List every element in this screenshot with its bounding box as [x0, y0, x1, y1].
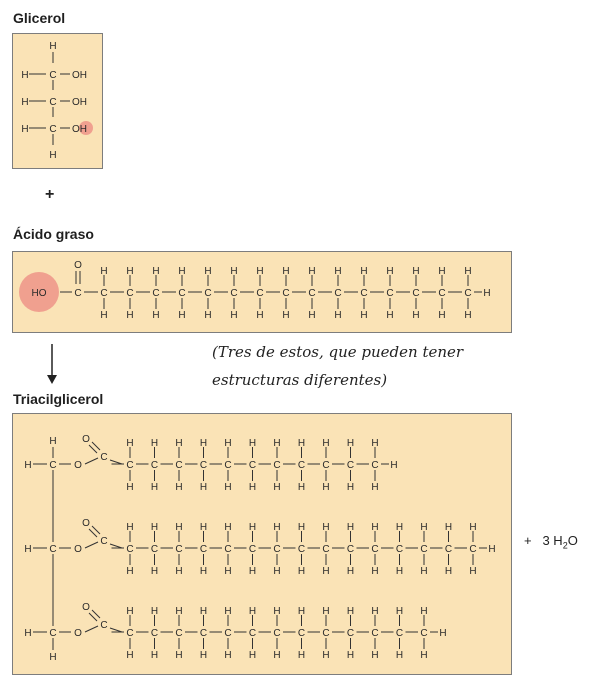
bond-line — [85, 542, 98, 548]
tag-row2-hydrogen-bottom: H — [248, 566, 257, 577]
tag-row1-hydrogen-bottom: H — [248, 482, 257, 493]
tag-row1-carbon: C — [150, 460, 159, 471]
tag-row1-glycerol-c: C — [49, 460, 57, 471]
fatty-acid-hydrogen-bottom: H — [230, 310, 238, 321]
fatty-acid-hydrogen-top: H — [256, 266, 264, 277]
tag-row2-hydrogen-bottom: H — [126, 566, 134, 577]
tag-row1-carbon: C — [273, 460, 281, 471]
tag-row1-chain — [110, 438, 398, 493]
bond-line — [110, 628, 122, 632]
tag-row1-carbon: C — [248, 460, 257, 471]
tag-row3-hydrogen-top: H — [420, 606, 428, 617]
fatty-acid-hydrogen-bottom: H — [308, 310, 316, 321]
tag-row2-hydrogen-bottom: H — [469, 566, 477, 577]
tag-row3-glycerol-c: C — [49, 628, 57, 639]
tag-row2-hydrogen-bottom: H — [175, 566, 183, 577]
tag-row3-hydrogen-top: H — [248, 606, 257, 617]
tag-row2-hydrogen-bottom: H — [346, 566, 355, 577]
water-subscript: 2 — [562, 540, 568, 551]
glycerol-row3-c: C — [49, 124, 57, 135]
fatty-acid-hydrogen-top: H — [334, 266, 342, 277]
tag-row3-carbon: C — [297, 628, 306, 639]
tag-row2-hydrogen-top: H — [273, 522, 281, 533]
fatty-acid-title: Ácido graso — [13, 226, 94, 242]
tag-row3-hydrogen-bottom: H — [420, 650, 428, 661]
fatty-acid-hydrogen-bottom: H — [152, 310, 160, 321]
tag-row1-carbonyl-c: C — [100, 452, 108, 463]
fatty-acid-carbon: C — [256, 288, 264, 299]
fatty-acid-terminal-hydrogen: H — [483, 288, 491, 299]
tag-row3-hydrogen-top: H — [224, 606, 232, 617]
tag-row3-hydrogen-top: H — [395, 606, 404, 617]
tag-backbone-top-h: H — [49, 436, 57, 447]
fatty-acid-hydrogen-top: H — [438, 266, 446, 277]
fatty-acid-carbon: C — [152, 288, 160, 299]
fatty-acid-hydrogen-bottom: H — [438, 310, 446, 321]
tag-row1-hydrogen-top: H — [199, 438, 208, 449]
fatty-acid-hydrogen-bottom: H — [204, 310, 212, 321]
tag-row3-carbonyl-c: C — [100, 620, 108, 631]
tag-backbone-bottom-h: H — [49, 652, 57, 663]
fatty-acid-ho: HO — [31, 288, 47, 299]
tag-row1-carbon: C — [126, 460, 134, 471]
tag-row3-hydrogen-top: H — [322, 606, 330, 617]
fatty-acid-hydrogen-top: H — [178, 266, 186, 277]
fatty-acid-hydrogen-top: H — [360, 266, 368, 277]
tag-row1-hydrogen-bottom: H — [199, 482, 208, 493]
note-line-1: (Tres de estos, que pueden tener — [212, 343, 464, 361]
tag-row3-chain — [110, 606, 447, 661]
tag-row1-hydrogen-bottom: H — [371, 482, 379, 493]
tag-row2-hydrogen-top: H — [248, 522, 257, 533]
fatty-acid-carbon: C — [334, 288, 342, 299]
tag-row2-hydrogen-top: H — [371, 522, 379, 533]
tag-row3-hydrogen-top: H — [297, 606, 306, 617]
fatty-acid-carbon: C — [386, 288, 394, 299]
tag-row3-carbon: C — [126, 628, 134, 639]
tag-row3-hydrogen-bottom: H — [322, 650, 330, 661]
fatty-acid-hydrogen-top: H — [126, 266, 134, 277]
tag-row1-hydrogen-top: H — [126, 438, 134, 449]
water-o: O — [567, 533, 578, 548]
tag-row2-carbon: C — [346, 544, 355, 555]
tag-row2-carbon: C — [322, 544, 330, 555]
tag-row2-carbon: C — [273, 544, 281, 555]
tag-row2-hydrogen-top: H — [199, 522, 208, 533]
fatty-acid-carbon: C — [360, 288, 368, 299]
fatty-acid-carbon: C — [308, 288, 316, 299]
tag-row3-hydrogen-top: H — [273, 606, 281, 617]
tag-row2-carbon: C — [150, 544, 159, 555]
tag-row3-hydrogen-top: H — [126, 606, 134, 617]
tag-row2-hydrogen-top: H — [126, 522, 134, 533]
tag-row2-h: H — [24, 544, 32, 555]
tag-row3-carbon: C — [346, 628, 355, 639]
tag-row3-hydrogen-bottom: H — [224, 650, 232, 661]
tag-row2-hydrogen-top: H — [444, 522, 453, 533]
fatty-acid-carbon: C — [100, 288, 108, 299]
tag-row3-hydrogen-bottom: H — [297, 650, 306, 661]
tag-row1-hydrogen-top: H — [297, 438, 306, 449]
tag-row2-carbon: C — [469, 544, 477, 555]
glycerol-row1-oh: OH — [72, 70, 87, 81]
tag-row2-hydrogen-bottom: H — [371, 566, 379, 577]
tag-row3-carbon: C — [248, 628, 257, 639]
fatty-acid-carbon: C — [438, 288, 446, 299]
fatty-acid-hydrogen-bottom: H — [256, 310, 264, 321]
glycerol-row2-oh: OH — [72, 97, 87, 108]
fatty-acid-hydrogen-bottom: H — [386, 310, 394, 321]
glycerol-row3-h: H — [21, 124, 29, 135]
tag-row2-carbon: C — [444, 544, 453, 555]
tag-row3-hydrogen-bottom: H — [273, 650, 281, 661]
tag-row2-carbon: C — [126, 544, 134, 555]
tag-row1-carbon: C — [199, 460, 208, 471]
tag-row1-carbon: C — [346, 460, 355, 471]
fatty-acid-hydrogen-top: H — [412, 266, 420, 277]
tag-row1-hydrogen-top: H — [248, 438, 257, 449]
fatty-acid-hydrogen-bottom: H — [100, 310, 108, 321]
fatty-acid-carbonyl-o: O — [74, 260, 82, 271]
tag-row1-hydrogen-bottom: H — [322, 482, 330, 493]
fatty-acid-hydrogen-bottom: H — [464, 310, 472, 321]
glycerol-top-h: H — [49, 41, 57, 52]
fatty-acid-carbon: C — [412, 288, 420, 299]
tag-row3-carbon: C — [175, 628, 183, 639]
tag-row2-carbonyl-c: C — [100, 536, 108, 547]
fatty-acid-carbon: C — [282, 288, 290, 299]
tag-row1-hydrogen-bottom: H — [150, 482, 159, 493]
tag-row3-hydrogen-bottom: H — [371, 650, 379, 661]
tag-row2-hydrogen-bottom: H — [444, 566, 453, 577]
tag-row2-hydrogen-bottom: H — [420, 566, 428, 577]
fatty-acid-hydrogen-top: H — [152, 266, 160, 277]
water-coefficient: 3 — [542, 533, 550, 548]
tag-row3-hydrogen-top: H — [150, 606, 159, 617]
tag-row2-hydrogen-top: H — [322, 522, 330, 533]
tag-row3-carbon: C — [273, 628, 281, 639]
tag-row2-hydrogen-top: H — [346, 522, 355, 533]
triacylglycerol-title: Triacilglicerol — [13, 391, 104, 407]
tag-row3-hydrogen-top: H — [346, 606, 355, 617]
tag-row2-carbon: C — [395, 544, 404, 555]
bond-line — [85, 626, 98, 632]
fatty-acid-hydrogen-top: H — [386, 266, 394, 277]
tag-row1-hydrogen-bottom: H — [126, 482, 134, 493]
tag-row2-carbon: C — [175, 544, 183, 555]
tag-row3-hydrogen-bottom: H — [346, 650, 355, 661]
tag-row1-carbon: C — [175, 460, 183, 471]
glycerol-row1-h: H — [21, 70, 29, 81]
tag-row1-carbon: C — [322, 460, 330, 471]
tag-row3-hydrogen-bottom: H — [150, 650, 159, 661]
tag-row2-carbon: C — [224, 544, 232, 555]
tag-row1-hydrogen-bottom: H — [346, 482, 355, 493]
tag-row2-glycerol-c: C — [49, 544, 57, 555]
glycerol-bottom-h: H — [49, 150, 57, 161]
tag-row2-carbon: C — [420, 544, 428, 555]
tag-row3-hydrogen-top: H — [371, 606, 379, 617]
fatty-acid-hydrogen-top: H — [464, 266, 472, 277]
tag-row1-h: H — [24, 460, 32, 471]
tag-row2-terminal-hydrogen: H — [488, 544, 496, 555]
tag-row1-carbon: C — [371, 460, 379, 471]
tag-row2-hydrogen-bottom: H — [150, 566, 159, 577]
tag-row2-carbon: C — [297, 544, 306, 555]
tag-row2-ester-o: O — [74, 544, 82, 555]
tag-row3-hydrogen-bottom: H — [395, 650, 404, 661]
tag-row2-chain — [110, 522, 496, 577]
water-h: H — [553, 533, 563, 548]
bond-line — [85, 458, 98, 464]
fatty-acid-hydrogen-top: H — [204, 266, 212, 277]
tag-row1-hydrogen-top: H — [175, 438, 183, 449]
tag-row3-hydrogen-bottom: H — [248, 650, 257, 661]
fatty-acid-hydrogen-top: H — [100, 266, 108, 277]
tag-row1-hydrogen-top: H — [224, 438, 232, 449]
tag-row1-hydrogen-top: H — [273, 438, 281, 449]
tag-row1-terminal-hydrogen: H — [390, 460, 398, 471]
fatty-acid-hydrogen-bottom: H — [126, 310, 134, 321]
tag-row1-hydrogen-bottom: H — [175, 482, 183, 493]
fatty-acid-carboxyl-c: C — [74, 288, 82, 299]
bond-line — [110, 460, 122, 464]
tag-row3-carbon: C — [224, 628, 232, 639]
tag-row2-carbon: C — [371, 544, 379, 555]
tag-row1-carbon: C — [224, 460, 232, 471]
water-plus: + — [524, 533, 532, 548]
tag-row2-hydrogen-bottom: H — [395, 566, 404, 577]
fatty-acid-carbon: C — [126, 288, 134, 299]
fatty-acid-carbon: C — [178, 288, 186, 299]
tag-row2-hydrogen-bottom: H — [199, 566, 208, 577]
fatty-acid-hydrogen-bottom: H — [282, 310, 290, 321]
tag-row2-hydrogen-top: H — [224, 522, 232, 533]
fatty-acid-carbon: C — [464, 288, 472, 299]
tag-row1-hydrogen-top: H — [346, 438, 355, 449]
tag-row2-hydrogen-top: H — [420, 522, 428, 533]
glycerol-row2-h: H — [21, 97, 29, 108]
tag-row2-hydrogen-bottom: H — [273, 566, 281, 577]
tag-row1-hydrogen-bottom: H — [224, 482, 232, 493]
plus-sign: + — [45, 186, 55, 203]
fatty-acid-hydrogen-bottom: H — [178, 310, 186, 321]
glycerol-row1-c: C — [49, 70, 57, 81]
note-line-2: estructuras diferentes) — [212, 371, 388, 389]
tag-row2-hydrogen-top: H — [297, 522, 306, 533]
fatty-acid-hydrogen-top: H — [282, 266, 290, 277]
glycerol-title: Glicerol — [13, 10, 66, 26]
tag-row1-hydrogen-bottom: H — [273, 482, 281, 493]
tag-row3-carbonyl-o: O — [82, 602, 90, 613]
tag-row1-carbonyl-o: O — [82, 434, 90, 445]
tag-row2-hydrogen-bottom: H — [322, 566, 330, 577]
tag-row3-hydrogen-bottom: H — [126, 650, 134, 661]
tag-row2-carbon: C — [248, 544, 257, 555]
fatty-acid-hydrogen-bottom: H — [334, 310, 342, 321]
tag-row2-hydrogen-top: H — [469, 522, 477, 533]
tag-row3-terminal-hydrogen: H — [439, 628, 447, 639]
fatty-acid-carbon: C — [204, 288, 212, 299]
tag-row3-h: H — [24, 628, 32, 639]
tag-row1-hydrogen-top: H — [150, 438, 159, 449]
bond-line — [110, 544, 122, 548]
tag-row2-hydrogen-bottom: H — [297, 566, 306, 577]
tag-row3-carbon: C — [420, 628, 428, 639]
tag-row3-carbon: C — [199, 628, 208, 639]
fatty-acid-hydrogen-bottom: H — [360, 310, 368, 321]
fatty-acid-hydrogen-bottom: H — [412, 310, 420, 321]
tag-row2-carbonyl-o: O — [82, 518, 90, 529]
tag-row1-ester-o: O — [74, 460, 82, 471]
glycerol-row3-oh: OH — [72, 124, 87, 135]
tag-row1-hydrogen-top: H — [371, 438, 379, 449]
tag-row3-hydrogen-bottom: H — [199, 650, 208, 661]
tag-row1-carbon: C — [297, 460, 306, 471]
tag-row2-hydrogen-top: H — [150, 522, 159, 533]
tag-row2-hydrogen-bottom: H — [224, 566, 232, 577]
tag-row3-hydrogen-top: H — [175, 606, 183, 617]
tag-row3-hydrogen-top: H — [199, 606, 208, 617]
tag-row2-hydrogen-top: H — [175, 522, 183, 533]
tag-row3-hydrogen-bottom: H — [175, 650, 183, 661]
fatty-acid-hydrogen-top: H — [230, 266, 238, 277]
water-byproduct — [524, 533, 578, 551]
tag-row1-hydrogen-top: H — [322, 438, 330, 449]
tag-row3-ester-o: O — [74, 628, 82, 639]
tag-row3-carbon: C — [371, 628, 379, 639]
fatty-acid-carbon: C — [230, 288, 238, 299]
tag-row2-carbon: C — [199, 544, 208, 555]
tag-row3-carbon: C — [395, 628, 404, 639]
tag-row1-hydrogen-bottom: H — [297, 482, 306, 493]
glycerol-row2-c: C — [49, 97, 57, 108]
fatty-acid-hydrogen-top: H — [308, 266, 316, 277]
tag-row3-carbon: C — [150, 628, 159, 639]
tag-row2-hydrogen-top: H — [395, 522, 404, 533]
tag-row3-carbon: C — [322, 628, 330, 639]
